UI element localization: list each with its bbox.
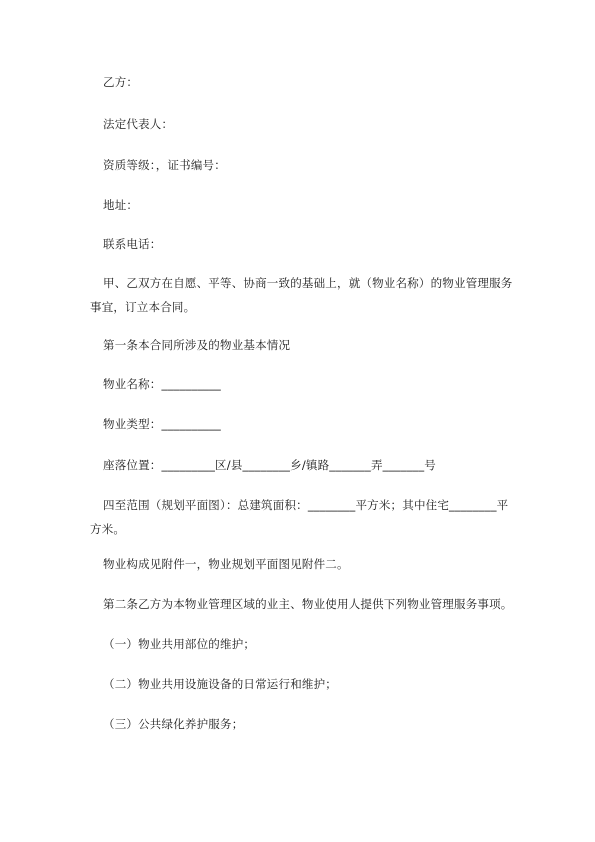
property-type-field: 物业类型：__________ [103, 417, 221, 431]
scope-paragraph [90, 493, 523, 541]
party-b-label: 乙方： [103, 75, 139, 89]
agreement-paragraph-line-2: 事宜，订立本合同。 [90, 300, 196, 314]
legal-representative-label: 法定代表人： [103, 117, 174, 131]
article-one-heading: 第一条本合同所涉及的物业基本情况 [103, 338, 291, 352]
address-label: 地址： [103, 198, 139, 212]
article-two-heading: 第二条乙方为本物业管理区域的业主、物业使用人提供下列物业管理服务事项。 [103, 597, 513, 611]
scope-paragraph-line-1: 四至范围（规划平面图）：总建筑面积：________平方米；其中住宅________平 [103, 498, 509, 512]
property-location-field: 座落位置：_________区/县________乡/镇路_______弄_______号 [103, 458, 436, 472]
qualification-certificate-label: 资质等级：，证书编号： [103, 158, 226, 172]
property-name-field: 物业名称：__________ [103, 377, 221, 391]
contact-phone-label: 联系电话： [103, 237, 162, 251]
service-item-1: （一）物业共用部位的维护； [103, 637, 256, 651]
scope-paragraph-line-2: 方米。 [90, 522, 126, 536]
service-item-3: （三）公共绿化养护服务； [103, 717, 244, 731]
property-composition-note: 物业构成见附件一，物业规划平面图见附件二。 [103, 557, 349, 571]
service-item-2: （二）物业共用设施设备的日常运行和维护； [103, 677, 337, 691]
agreement-paragraph [90, 271, 523, 319]
agreement-paragraph-line-1: 甲、乙双方在自愿、平等、协商一致的基础上，就（物业名称）的物业管理服务 [103, 276, 513, 290]
